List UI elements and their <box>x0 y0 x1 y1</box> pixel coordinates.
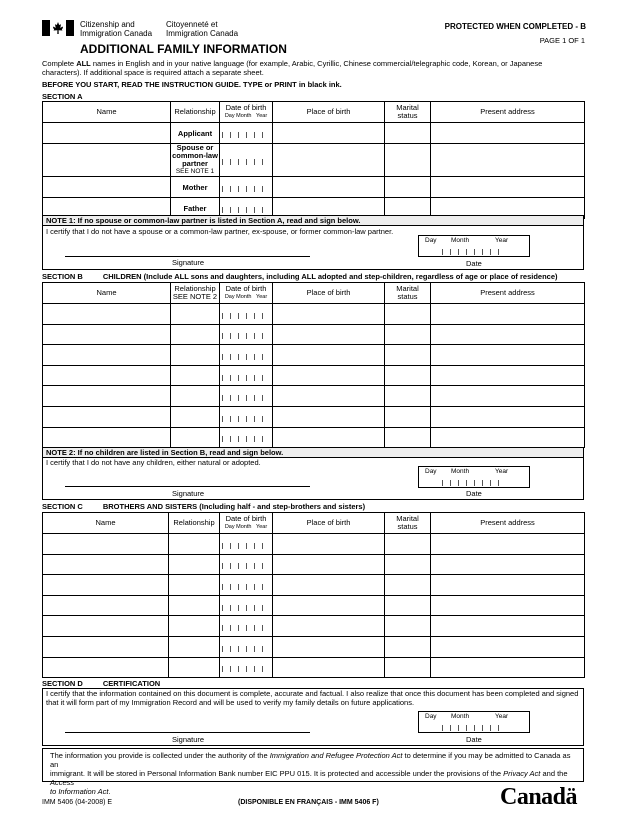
relationship-field[interactable] <box>169 595 220 616</box>
marital-field[interactable] <box>385 386 431 407</box>
col-address: Present address <box>431 283 585 304</box>
note-1-signature-label: Signature <box>172 258 205 267</box>
address-field[interactable] <box>431 427 585 448</box>
marital-label-1: Marital <box>396 284 419 293</box>
intro-line-2: characters). If additional space is required attach a separate sheet. <box>42 68 264 77</box>
dob-field[interactable] <box>220 304 273 325</box>
pob-field[interactable] <box>273 324 385 345</box>
address-field[interactable] <box>431 177 585 198</box>
dob-field[interactable] <box>220 406 273 427</box>
section-d-cert <box>46 690 582 707</box>
address-field[interactable] <box>431 324 585 345</box>
pob-field[interactable] <box>273 406 385 427</box>
relationship-applicant: Applicant <box>177 128 213 138</box>
marital-label-2: status <box>397 292 418 301</box>
pob-field[interactable] <box>273 144 385 177</box>
address-field[interactable] <box>431 386 585 407</box>
address-field[interactable] <box>431 406 585 427</box>
table-row <box>43 177 585 198</box>
pob-field[interactable] <box>273 575 385 596</box>
marital-label-2: status <box>397 111 418 120</box>
privacy-text: and the <box>540 769 568 778</box>
intro-text <box>42 59 602 77</box>
name-field[interactable] <box>43 534 169 555</box>
note-2-signature-line[interactable] <box>65 486 310 487</box>
note-1-signature-line[interactable] <box>65 256 310 257</box>
section-c-header-row <box>43 513 585 534</box>
name-field[interactable] <box>43 324 171 345</box>
relationship-field[interactable] <box>169 657 220 678</box>
name-field[interactable] <box>43 595 169 616</box>
dob-field[interactable] <box>220 123 273 144</box>
note-1: NOTE 1: If no spouse or common-law partner is listed in Section A, read and sign below. <box>42 215 584 226</box>
col-marital <box>385 102 431 123</box>
month-label: Month <box>236 524 252 530</box>
address-field[interactable] <box>431 554 585 575</box>
year-label: Year <box>256 294 268 300</box>
section-b-title: CHILDREN (Include ALL sons and daughters, including ALL adopted and step-children, regardless of age or place of residence) <box>102 272 558 281</box>
table-row <box>43 534 585 555</box>
marital-field[interactable] <box>385 144 431 177</box>
relationship-cell <box>171 144 220 177</box>
table-row <box>43 657 585 678</box>
marital-field[interactable] <box>385 324 431 345</box>
dob-label: Date of birth <box>225 514 267 523</box>
month-label: Month <box>451 237 470 244</box>
dob-field[interactable] <box>220 324 273 345</box>
marital-field[interactable] <box>385 657 431 678</box>
dob-field[interactable] <box>220 575 273 596</box>
relationship-field[interactable] <box>169 534 220 555</box>
note-2-signature-label: Signature <box>172 489 205 498</box>
note-1-cert: I certify that I do not have a spouse or a common-law partner, ex-spouse, or former common-law partner. <box>46 227 394 236</box>
dob-label: Date of birth <box>225 284 267 293</box>
pob-field[interactable] <box>273 554 385 575</box>
section-c-header <box>42 502 365 511</box>
page-number: PAGE 1 OF 1 <box>539 36 585 45</box>
marital-label-1: Marital <box>396 103 419 112</box>
table-row <box>43 427 585 448</box>
section-a-table <box>42 101 585 219</box>
col-address: Present address <box>431 102 585 123</box>
department-name-fr <box>166 20 238 38</box>
section-d-title: CERTIFICATION <box>102 679 161 688</box>
note-1-date-field[interactable] <box>418 235 530 257</box>
name-field[interactable] <box>43 616 169 637</box>
pob-field[interactable] <box>273 636 385 657</box>
col-dob <box>220 102 273 123</box>
table-row <box>43 575 585 596</box>
pob-field[interactable] <box>273 595 385 616</box>
relationship-label: Relationship <box>174 284 216 293</box>
department-name-en <box>80 20 152 38</box>
day-label: Day <box>425 468 437 475</box>
form-number: IMM 5406 (04-2008) E <box>42 799 113 806</box>
address-field[interactable] <box>431 534 585 555</box>
relationship-field[interactable] <box>171 406 220 427</box>
dob-field[interactable] <box>220 636 273 657</box>
pob-field[interactable] <box>273 365 385 386</box>
month-label: Month <box>236 113 252 119</box>
canada-flag-icon <box>42 20 74 36</box>
section-c-table <box>42 512 585 678</box>
marital-field[interactable] <box>385 365 431 386</box>
relationship-field[interactable] <box>171 304 220 325</box>
address-field[interactable] <box>431 345 585 366</box>
relationship-field[interactable] <box>171 365 220 386</box>
col-pob: Place of birth <box>273 513 385 534</box>
name-field[interactable] <box>43 554 169 575</box>
section-a-header-row <box>43 102 585 123</box>
section-d-header <box>42 679 160 688</box>
dept-en-line-2: Immigration Canada <box>80 29 153 38</box>
dob-field[interactable] <box>220 657 273 678</box>
dob-field[interactable] <box>220 345 273 366</box>
col-address: Present address <box>431 513 585 534</box>
relationship-field[interactable] <box>169 554 220 575</box>
relationship-spouse-1: Spouse or <box>176 143 214 152</box>
col-relationship: Relationship <box>169 513 220 534</box>
pob-field[interactable] <box>273 304 385 325</box>
name-field[interactable] <box>43 177 171 198</box>
section-d-date-field[interactable] <box>418 711 530 733</box>
table-row <box>43 144 585 177</box>
relationship-field[interactable] <box>171 427 220 448</box>
table-row <box>43 386 585 407</box>
year-label: Year <box>495 237 509 244</box>
month-label: Month <box>451 468 470 475</box>
canada-wordmark: Canadä <box>500 784 578 810</box>
col-dob <box>220 283 273 304</box>
table-row <box>43 345 585 366</box>
note-2-date-field[interactable] <box>418 466 530 488</box>
marital-field[interactable] <box>385 534 431 555</box>
address-field[interactable] <box>431 123 585 144</box>
name-field[interactable] <box>43 144 171 177</box>
section-a-label: SECTION A <box>42 92 83 101</box>
year-label: Year <box>256 524 268 530</box>
section-b-header-row <box>43 283 585 304</box>
intro-all: ALL <box>76 59 91 68</box>
dob-field[interactable] <box>220 595 273 616</box>
privacy-text: immigrant. It will be stored in Personal Information Bank number EIC PPU 015. It is protected and accessible under the provisions of the <box>50 769 504 778</box>
address-field[interactable] <box>431 657 585 678</box>
name-field[interactable] <box>43 406 171 427</box>
address-field[interactable] <box>431 616 585 637</box>
protected-label: PROTECTED WHEN COMPLETED - B <box>444 22 586 31</box>
table-row <box>43 554 585 575</box>
privacy-act-name: Access <box>50 778 75 787</box>
intro-part: names in English and in your native language (for example, Arabic, Cyrillic, Chinese commercial/telegraphic code, Korean, or Japanese <box>90 59 543 68</box>
section-d-cert-line-1: I certify that the information contained on this document is complete, accurate and factual. I also realize that once this document has been completed and signed <box>46 689 579 698</box>
day-label: Day <box>425 713 437 720</box>
table-row <box>43 304 585 325</box>
marital-field[interactable] <box>385 177 431 198</box>
col-name: Name <box>43 513 169 534</box>
relationship-spouse-3: partner <box>182 159 208 168</box>
address-field[interactable] <box>431 365 585 386</box>
note-1-date-label: Date <box>466 259 482 268</box>
address-field[interactable] <box>431 595 585 616</box>
month-label: Month <box>236 294 252 300</box>
col-relationship <box>171 283 220 304</box>
col-pob: Place of birth <box>273 283 385 304</box>
year-label: Year <box>495 713 509 720</box>
dob-field[interactable] <box>220 427 273 448</box>
relationship-cell <box>171 177 220 198</box>
col-name: Name <box>43 102 171 123</box>
col-marital <box>385 283 431 304</box>
table-row <box>43 123 585 144</box>
name-field[interactable] <box>43 636 169 657</box>
name-field[interactable] <box>43 386 171 407</box>
intro-part: Complete <box>42 59 77 68</box>
table-row <box>43 324 585 345</box>
month-label: Month <box>451 713 470 720</box>
pob-field[interactable] <box>273 345 385 366</box>
table-row <box>43 595 585 616</box>
see-note-2: SEE NOTE 2 <box>172 292 218 301</box>
relationship-field[interactable] <box>169 575 220 596</box>
privacy-text: to determine if you may be admitted to Canada as an <box>50 751 571 769</box>
marital-field[interactable] <box>385 406 431 427</box>
dob-field[interactable] <box>220 386 273 407</box>
dept-fr-line-1: Citoyenneté et <box>166 20 218 29</box>
relationship-field[interactable] <box>171 345 220 366</box>
pob-field[interactable] <box>273 177 385 198</box>
marital-field[interactable] <box>385 595 431 616</box>
address-field[interactable] <box>431 636 585 657</box>
relationship-field[interactable] <box>169 616 220 637</box>
dept-en-line-1: Citizenship and <box>80 20 135 29</box>
pob-field[interactable] <box>273 386 385 407</box>
address-field[interactable] <box>431 144 585 177</box>
section-c-title: BROTHERS AND SISTERS (Including half - and step-brothers and sisters) <box>102 502 366 511</box>
marital-field[interactable] <box>385 616 431 637</box>
address-field[interactable] <box>431 304 585 325</box>
dob-field[interactable] <box>220 554 273 575</box>
name-field[interactable] <box>43 345 171 366</box>
section-c-label: SECTION C <box>42 502 83 511</box>
col-marital <box>385 513 431 534</box>
col-dob <box>220 513 273 534</box>
dob-field[interactable] <box>220 365 273 386</box>
marital-label-1: Marital <box>396 514 419 523</box>
page-title: ADDITIONAL FAMILY INFORMATION <box>80 42 287 56</box>
dob-label: Date of birth <box>225 103 267 112</box>
relationship-field[interactable] <box>169 636 220 657</box>
year-label: Year <box>256 113 268 119</box>
dob-field[interactable] <box>220 534 273 555</box>
day-label: Day <box>425 237 437 244</box>
dob-field[interactable] <box>220 144 273 177</box>
pob-field[interactable] <box>273 657 385 678</box>
note-2-cert: I certify that I do not have any children, either natural or adopted. <box>46 458 261 467</box>
privacy-act-name: to Information Act <box>50 787 109 796</box>
address-field[interactable] <box>431 575 585 596</box>
name-field[interactable] <box>43 123 171 144</box>
french-availability: (DISPONIBLE EN FRANÇAIS - IMM 5406 F) <box>238 799 379 806</box>
marital-field[interactable] <box>385 575 431 596</box>
relationship-mother: Mother <box>182 182 208 192</box>
dept-fr-line-2: Immigration Canada <box>166 29 239 38</box>
pob-field[interactable] <box>273 427 385 448</box>
year-label: Year <box>495 468 509 475</box>
table-row <box>43 365 585 386</box>
note-2: NOTE 2: If no children are listed in Section B, read and sign below. <box>42 447 584 458</box>
privacy-act-name: Privacy Act <box>503 769 541 778</box>
dob-field[interactable] <box>220 616 273 637</box>
table-row <box>43 616 585 637</box>
name-field[interactable] <box>43 365 171 386</box>
privacy-text: The information you provide is collected under the authority of the <box>50 751 270 760</box>
relationship-father: Father <box>183 203 207 213</box>
marital-field[interactable] <box>385 123 431 144</box>
relationship-spouse-2: common-law <box>172 151 218 160</box>
col-pob: Place of birth <box>273 102 385 123</box>
section-b-header <box>42 272 558 281</box>
section-d-cert-line-2: that it will form part of my Immigration Record and will be used to verify my family details on future applications. <box>46 697 415 707</box>
name-field[interactable] <box>43 304 171 325</box>
name-field[interactable] <box>43 427 171 448</box>
col-relationship: Relationship <box>171 102 220 123</box>
marital-field[interactable] <box>385 304 431 325</box>
pob-field[interactable] <box>273 123 385 144</box>
section-b-table <box>42 282 585 448</box>
see-note-1: SEE NOTE 1 <box>175 168 215 175</box>
marital-field[interactable] <box>385 427 431 448</box>
section-d-signature-label: Signature <box>172 735 205 744</box>
table-row <box>43 406 585 427</box>
day-label: Day <box>224 113 235 119</box>
note-2-date-label: Date <box>466 489 482 498</box>
dob-field[interactable] <box>220 177 273 198</box>
pob-field[interactable] <box>273 616 385 637</box>
pob-field[interactable] <box>273 534 385 555</box>
section-d-signature-line[interactable] <box>65 732 310 733</box>
marital-field[interactable] <box>385 345 431 366</box>
table-row <box>43 636 585 657</box>
day-label: Day <box>224 294 235 300</box>
name-field[interactable] <box>43 657 169 678</box>
marital-field[interactable] <box>385 554 431 575</box>
col-name: Name <box>43 283 171 304</box>
marital-label-2: status <box>397 522 418 531</box>
privacy-text: . <box>108 787 111 796</box>
marital-field[interactable] <box>385 636 431 657</box>
before-you-start: BEFORE YOU START, READ THE INSTRUCTION GUIDE. TYPE or PRINT in black ink. <box>42 80 342 89</box>
day-label: Day <box>224 524 235 530</box>
relationship-field[interactable] <box>171 324 220 345</box>
section-d-date-label: Date <box>466 735 482 744</box>
privacy-act-name: Immigration and Refugee Protection Act <box>269 751 403 760</box>
relationship-field[interactable] <box>171 386 220 407</box>
relationship-cell <box>171 123 220 144</box>
name-field[interactable] <box>43 575 169 596</box>
section-b-label: SECTION B <box>42 272 83 281</box>
section-d-label: SECTION D <box>42 679 83 688</box>
